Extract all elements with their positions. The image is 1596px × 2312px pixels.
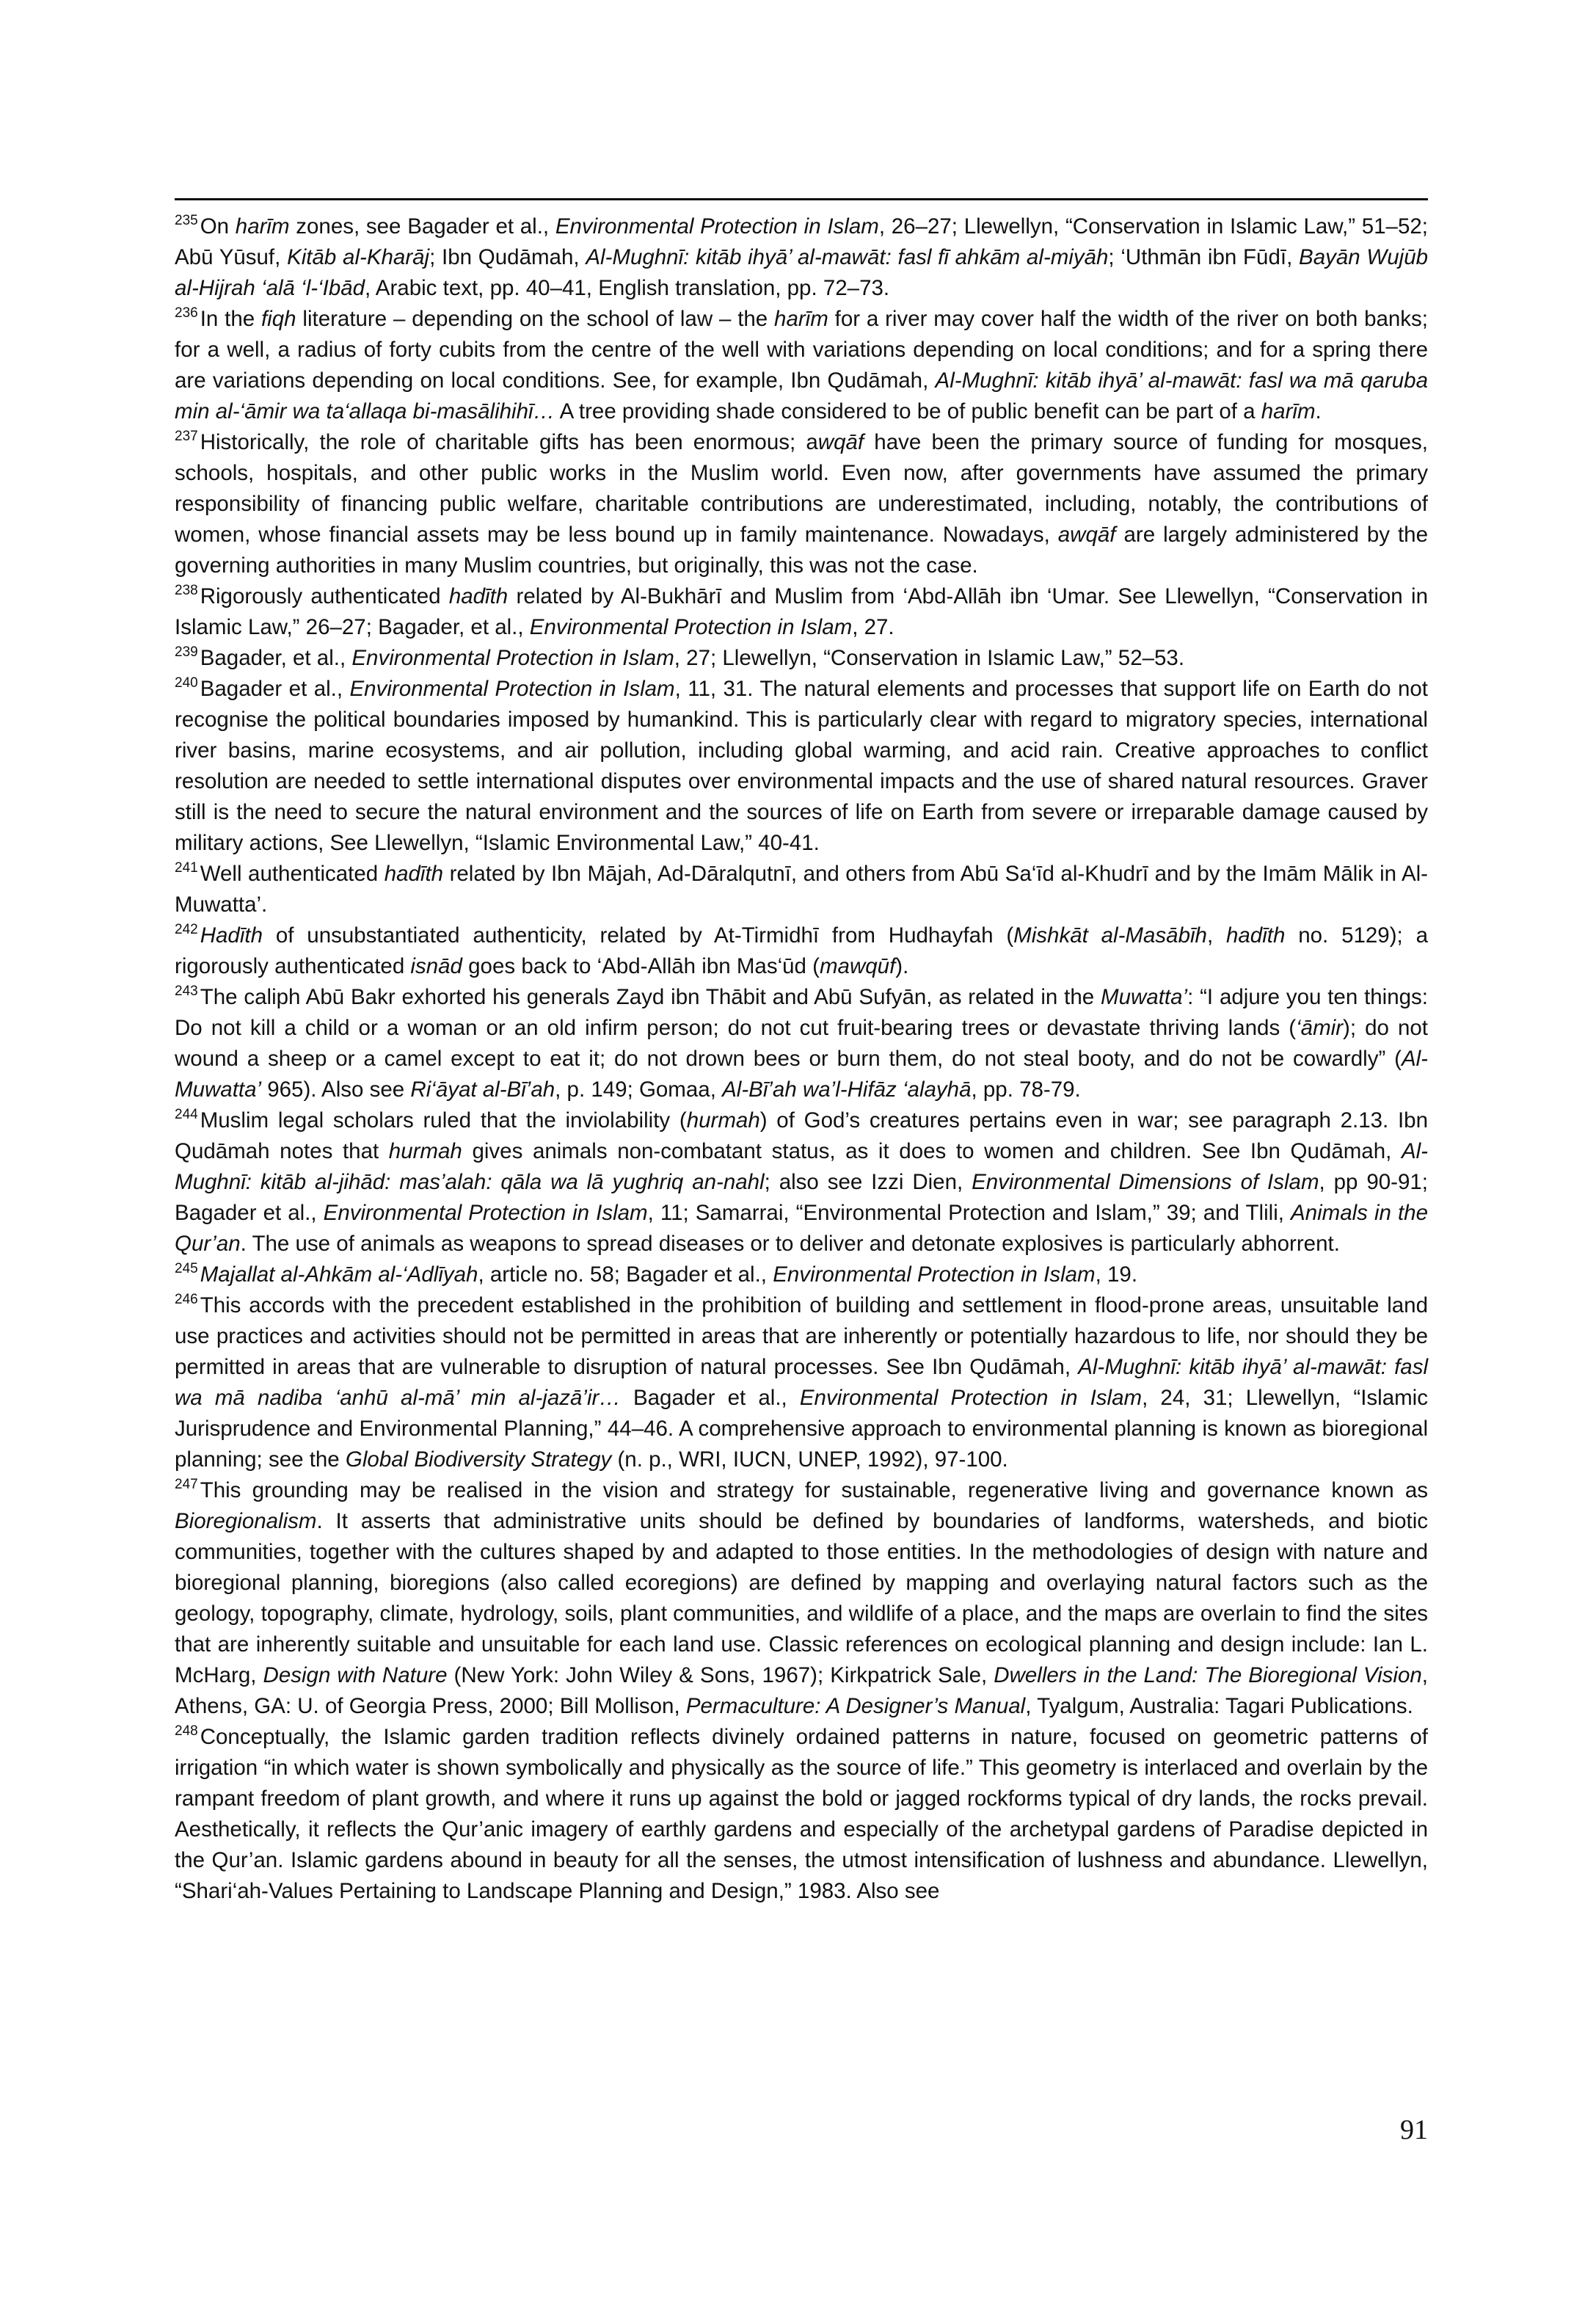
footnote-italic-text: Global Biodiversity Strategy bbox=[345, 1447, 612, 1472]
footnote-text: Bagader, et al., bbox=[200, 646, 352, 670]
footnote-text: goes back to ‘Abd-Allāh ibn Mas‘ūd ( bbox=[462, 954, 820, 978]
footnote-number: 247 bbox=[175, 1477, 198, 1492]
footnote-italic-text: hurmah bbox=[686, 1108, 760, 1133]
footnote bbox=[175, 674, 1428, 859]
footnote bbox=[175, 1290, 1428, 1475]
footnote-number: 245 bbox=[175, 1261, 198, 1276]
footnote-text: Conceptually, the Islamic garden tradition reflects divinely ordained patterns in nature, focused on geometric patterns of irrigation “in which water is shown symbolically and physically as the source of life.” This geometry is interlaced and overlain by the rampant freedom of plant growth, and where it runs up against the bold or jagged rockforms typical of dry lands, the rocks prevail. Aesthetically, it reflects the Qur’anic imagery of earthly gardens and especially of the archetypal gardens of Paradise depicted in the Qur’an. Islamic gardens abound in beauty for all the senses, the utmost intensification of lushness and abundance. Llewellyn, “Shari‘ah-Values Pertaining to Landscape Planning and Design,” 1983. Also see bbox=[175, 1725, 1428, 1903]
footnote-text: ; ‘Uthmān ibn Fūdī, bbox=[1108, 245, 1300, 269]
footnote-text: . bbox=[1315, 399, 1322, 423]
footnote bbox=[175, 1475, 1428, 1722]
footnote-text: ) of God’s creatures pertains even in war; see paragraph 2.13. Ibn Qudāmah notes that bbox=[175, 1108, 1428, 1163]
footnote-text: , 11, 31. The natural elements and processes that support life on Earth do not recognise the political boundaries imposed by humankind. This is particularly clear with regard to migratory species, international river basins, marine ecosystems, and air pollution, including global warming, and acid rain. Creative approaches to conflict resolution are needed to settle international disputes over environmental impacts and the use of shared natural resources. Graver still is the need to secure the natural environment and the sources of life on Earth from severe or irreparable damage caused by military actions, See Llewellyn, “Islamic Environmental Law,” 40-41. bbox=[175, 677, 1428, 855]
footnote-italic-text: hadīth bbox=[448, 584, 509, 608]
footnote-text: (New York: John Wiley & Sons, 1967); Kirkpatrick Sale, bbox=[447, 1663, 994, 1687]
footnote-italic-text: harīm bbox=[774, 307, 828, 331]
footnote-text: literature – depending on the school of law – the bbox=[296, 307, 775, 331]
footnote-text: , 27. bbox=[852, 615, 894, 639]
footnote-text: for a river may cover half the width of the river on both banks; for a well, a radius of forty cubits from the centre of the well with variations depending on local conditions; and for a spring there are variations depending on local conditions. See, for example, Ibn Qudāmah, bbox=[175, 307, 1428, 393]
footnote-italic-text: isnād bbox=[410, 954, 462, 978]
footnote-italic-text: Al-Mughnī: kitāb ihyā’ al-mawāt: fasl wa mā qaruba min al-‘āmir wa ta‘allaqa bi-masālihihī… bbox=[175, 368, 1428, 423]
footnote-text: , article no. 58; Bagader et al., bbox=[478, 1262, 773, 1287]
footnote-text: , 24, 31; Llewellyn, “Islamic Jurisprudence and Environmental Planning,” 44–46. A comprehensive approach to environmental planning is known as bioregional planning; see the bbox=[175, 1386, 1428, 1472]
footnote bbox=[175, 643, 1428, 674]
footnote-italic-text: awqāf bbox=[1057, 523, 1116, 547]
footnote-text: ); do not wound a sheep or a camel except to eat it; do not drown bees or burn them, do not steal booty, and do not be cowardly” ( bbox=[175, 1016, 1429, 1071]
footnote-italic-text: Design with Nature bbox=[263, 1663, 448, 1687]
footnote bbox=[175, 1722, 1428, 1907]
footnote-text: no. 5129); a rigorously authenticated bbox=[175, 923, 1428, 978]
footnote-italic-text: fiqh bbox=[260, 307, 296, 331]
footnotes bbox=[175, 211, 1428, 1907]
footnote-italic-text: Al-Mughnī: kitāb ihyā’ al-mawāt: fasl fī ahkām al-miyāh bbox=[586, 245, 1109, 269]
footnote-text: . It asserts that administrative units should be defined by boundaries of landforms, watersheds, and biotic communities, together with the cultures shaped by and adapted to those entities. In the methodologies of design with nature and bioregional planning, bioregions (also called ecoregions) are defined by mapping and overlaying natural factors such as the geology, topography, climate, hydrology, soils, plant communities, and wildlife of a place, and the maps are overlain to find the sites that are inherently suitable and unsuitable for each land use. Classic references on ecological planning and design include: Ian L. McHarg, bbox=[175, 1509, 1428, 1687]
footnote-italic-text: Muwatta’ bbox=[1101, 985, 1188, 1009]
footnote-italic-text: hadīth bbox=[1225, 923, 1286, 948]
footnote-number: 238 bbox=[175, 583, 198, 598]
footnote-text: of unsubstantiated authenticity, related by At-Tirmidhī from Hudhayfah ( bbox=[262, 923, 1014, 948]
footnote-italic-text: Kitāb al-Kharāj bbox=[287, 245, 430, 269]
footnote-text: , bbox=[1206, 923, 1226, 948]
footnote-separator bbox=[175, 198, 1428, 200]
footnote-italic-text: Dwellers in the Land: The Bioregional Vision bbox=[994, 1663, 1422, 1687]
footnote-number: 237 bbox=[175, 429, 198, 444]
footnote-text: Well authenticated bbox=[200, 862, 385, 886]
footnote-text: This grounding may be realised in the vision and strategy for sustainable, regenerative living and governance known as bbox=[200, 1478, 1428, 1502]
footnote-text: . The use of animals as weapons to spread diseases or to deliver and detonate explosives is particularly abhorrent. bbox=[240, 1232, 1340, 1256]
footnote-text: 965). Also see bbox=[261, 1077, 411, 1102]
footnote-italic-text: Environmental Protection in Islam bbox=[555, 214, 879, 239]
footnote-number: 241 bbox=[175, 860, 198, 876]
footnote-number: 242 bbox=[175, 922, 198, 937]
footnote bbox=[175, 211, 1428, 304]
footnote-italic-text: hadīth bbox=[384, 862, 444, 886]
footnote-text: ). bbox=[895, 954, 909, 978]
footnote bbox=[175, 1259, 1428, 1290]
footnote-italic-text: Al-Mughnī: kitāb al-jihād: mas’alah: qāla wa lā yughriq an-nahl bbox=[175, 1139, 1428, 1194]
footnote-text: , Athens, GA: U. of Georgia Press, 2000; Bill Mollison, bbox=[175, 1663, 1428, 1718]
footnote-italic-text: Hadīth bbox=[200, 923, 263, 948]
footnote-number: 244 bbox=[175, 1107, 198, 1122]
footnote-text: are largely administered by the governing authorities in many Muslim countries, but originally, this was not the case. bbox=[175, 523, 1428, 578]
footnote-italic-text: mawqūf bbox=[819, 954, 896, 978]
footnote bbox=[175, 920, 1428, 982]
footnote-number: 239 bbox=[175, 644, 198, 660]
footnote-text: , Arabic text, pp. 40–41, English translation, pp. 72–73. bbox=[365, 276, 890, 300]
footnote-text: zones, see Bagader et al., bbox=[289, 214, 555, 239]
footnote-text: , Tyalgum, Australia: Tagari Publications. bbox=[1025, 1694, 1413, 1718]
footnote-text: gives animals non-combatant status, as it does to women and children. See Ibn Qudāmah, bbox=[462, 1139, 1402, 1163]
footnote-italic-text: Bioregionalism bbox=[175, 1509, 317, 1533]
footnote-text: Bagader et al., bbox=[200, 677, 350, 701]
footnote-text: , 11; Samarrai, “Environmental Protection and Islam,” 39; and Tlili, bbox=[647, 1201, 1291, 1225]
footnote-text: : “I adjure you ten things: Do not kill a child or a woman or an old infirm person; do not cut fruit-bearing trees or devastate thriving lands ( bbox=[175, 985, 1428, 1040]
footnote-text: , 19. bbox=[1095, 1262, 1138, 1287]
footnote-italic-text: Environmental Protection in Islam bbox=[323, 1201, 648, 1225]
footnote-text: have been the primary source of funding for mosques, schools, hospitals, and other public works in the Muslim world. Even now, after governments have assumed the primary responsibility of financing public welfare, charitable contributions are underestimated, including, notably, the contributions of women, whose financial assets may be less bound up in family maintenance. Nowadays, bbox=[175, 430, 1428, 547]
footnote bbox=[175, 427, 1428, 581]
footnote-italic-text: Permaculture: A Designer’s Manual bbox=[685, 1694, 1026, 1718]
footnote bbox=[175, 581, 1428, 643]
footnote-italic-text: wqāf bbox=[817, 430, 864, 454]
footnote-text: A tree providing shade considered to be of public benefit can be part of a bbox=[555, 399, 1261, 423]
footnote-italic-text: Mishkāt al-Masābīh bbox=[1013, 923, 1207, 948]
footnote-number: 240 bbox=[175, 675, 198, 691]
footnote bbox=[175, 982, 1428, 1105]
footnote-text: Historically, the role of charitable gifts has been enormous; a bbox=[200, 430, 818, 454]
footnote-text: Bagader et al., bbox=[620, 1386, 800, 1410]
footnote-italic-text: Environmental Protection in Islam bbox=[799, 1386, 1143, 1410]
footnote-italic-text: Environmental Protection in Islam bbox=[349, 677, 675, 701]
footnote-text: ; also see Izzi Dien, bbox=[764, 1170, 972, 1194]
footnote-text: ; Ibn Qudāmah, bbox=[429, 245, 586, 269]
footnote-italic-text: harīm bbox=[1261, 399, 1316, 423]
footnote-text: The caliph Abū Bakr exhorted his generals Zayd ibn Thābit and Abū Sufyān, as related in the bbox=[200, 985, 1101, 1009]
footnote-text: , p. 149; Gomaa, bbox=[555, 1077, 723, 1102]
footnote-italic-text: Environmental Dimensions of Islam bbox=[972, 1170, 1319, 1194]
footnote-italic-text: Al-Bī’ah wa’l-Hifāz ‘alayhā bbox=[722, 1077, 972, 1102]
footnote-text: This accords with the precedent established in the prohibition of building and settlement in flood-prone areas, unsuitable land use practices and activities should not be permitted in areas that are inherently or potentially hazardous to life, nor should they be permitted in areas that are vulnerable to disruption of natural processes. See Ibn Qudāmah, bbox=[175, 1293, 1428, 1379]
footnote-italic-text: Environmental Protection in Islam bbox=[773, 1262, 1096, 1287]
footnote-text: , 27; Llewellyn, “Conservation in Islamic Law,” 52–53. bbox=[674, 646, 1185, 670]
footnote-number: 248 bbox=[175, 1723, 198, 1739]
footnote-text: , pp 90-91; Bagader et al., bbox=[175, 1170, 1428, 1225]
footnote bbox=[175, 859, 1428, 920]
footnote bbox=[175, 304, 1428, 427]
footnote-italic-text: Bayān Wujūb al-Hijrah ‘alā ‘l-‘Ibād bbox=[175, 245, 1429, 300]
footnote-text: Rigorously authenticated bbox=[200, 584, 449, 608]
footnote-italic-text: Environmental Protection in Islam bbox=[351, 646, 674, 670]
footnote-italic-text: hurmah bbox=[388, 1139, 462, 1163]
footnote-number: 243 bbox=[175, 984, 198, 999]
footnote-italic-text: Al-Mughnī: kitāb ihyā’ al-mawāt: fasl wa mā nadiba ‘anhū al-mā’ min al-jazā’ir… bbox=[175, 1355, 1428, 1410]
footnote bbox=[175, 1105, 1428, 1259]
footnote-text: related by Ibn Mājah, Ad-Dāralqutnī, and others from Abū Sa‘īd al-Khudrī and by the Imām Mālik in Al-Muwatta’. bbox=[175, 862, 1428, 917]
footnote-italic-text: Animals in the Qur’an bbox=[175, 1201, 1428, 1256]
footnote-italic-text: Majallat al-Ahkām al-‘Adlīyah bbox=[200, 1262, 478, 1287]
footnote-text: (n. p., WRI, IUCN, UNEP, 1992), 97-100. bbox=[611, 1447, 1008, 1472]
footnote-text: Muslim legal scholars ruled that the inviolability ( bbox=[200, 1108, 687, 1133]
footnote-text: In the bbox=[200, 307, 261, 331]
footnote-number: 235 bbox=[175, 213, 198, 228]
footnote-text: related by Al-Bukhārī and Muslim from ‘Abd-Allāh ibn ‘Umar. See Llewellyn, “Conservation in Islamic Law,” 26–27; Bagader, et al., bbox=[175, 584, 1428, 639]
footnote-italic-text: Ri‘āyat al-Bī’ah bbox=[410, 1077, 555, 1102]
footnote-text: On bbox=[200, 214, 236, 239]
footnote-text: , 26–27; Llewellyn, “Conservation in Islamic Law,” 51–52; Abū Yūsuf, bbox=[175, 214, 1428, 269]
footnote-italic-text: harīm bbox=[235, 214, 290, 239]
footnote-italic-text: ‘āmir bbox=[1296, 1016, 1344, 1040]
footnote-number: 246 bbox=[175, 1292, 198, 1307]
footnote-italic-text: Environmental Protection in Islam bbox=[529, 615, 853, 639]
page-number: 91 bbox=[1400, 2115, 1428, 2145]
footnote-text: , pp. 78-79. bbox=[971, 1077, 1081, 1102]
footnote-number: 236 bbox=[175, 305, 198, 321]
footnote-italic-text: Al-Muwatta’ bbox=[175, 1047, 1428, 1102]
